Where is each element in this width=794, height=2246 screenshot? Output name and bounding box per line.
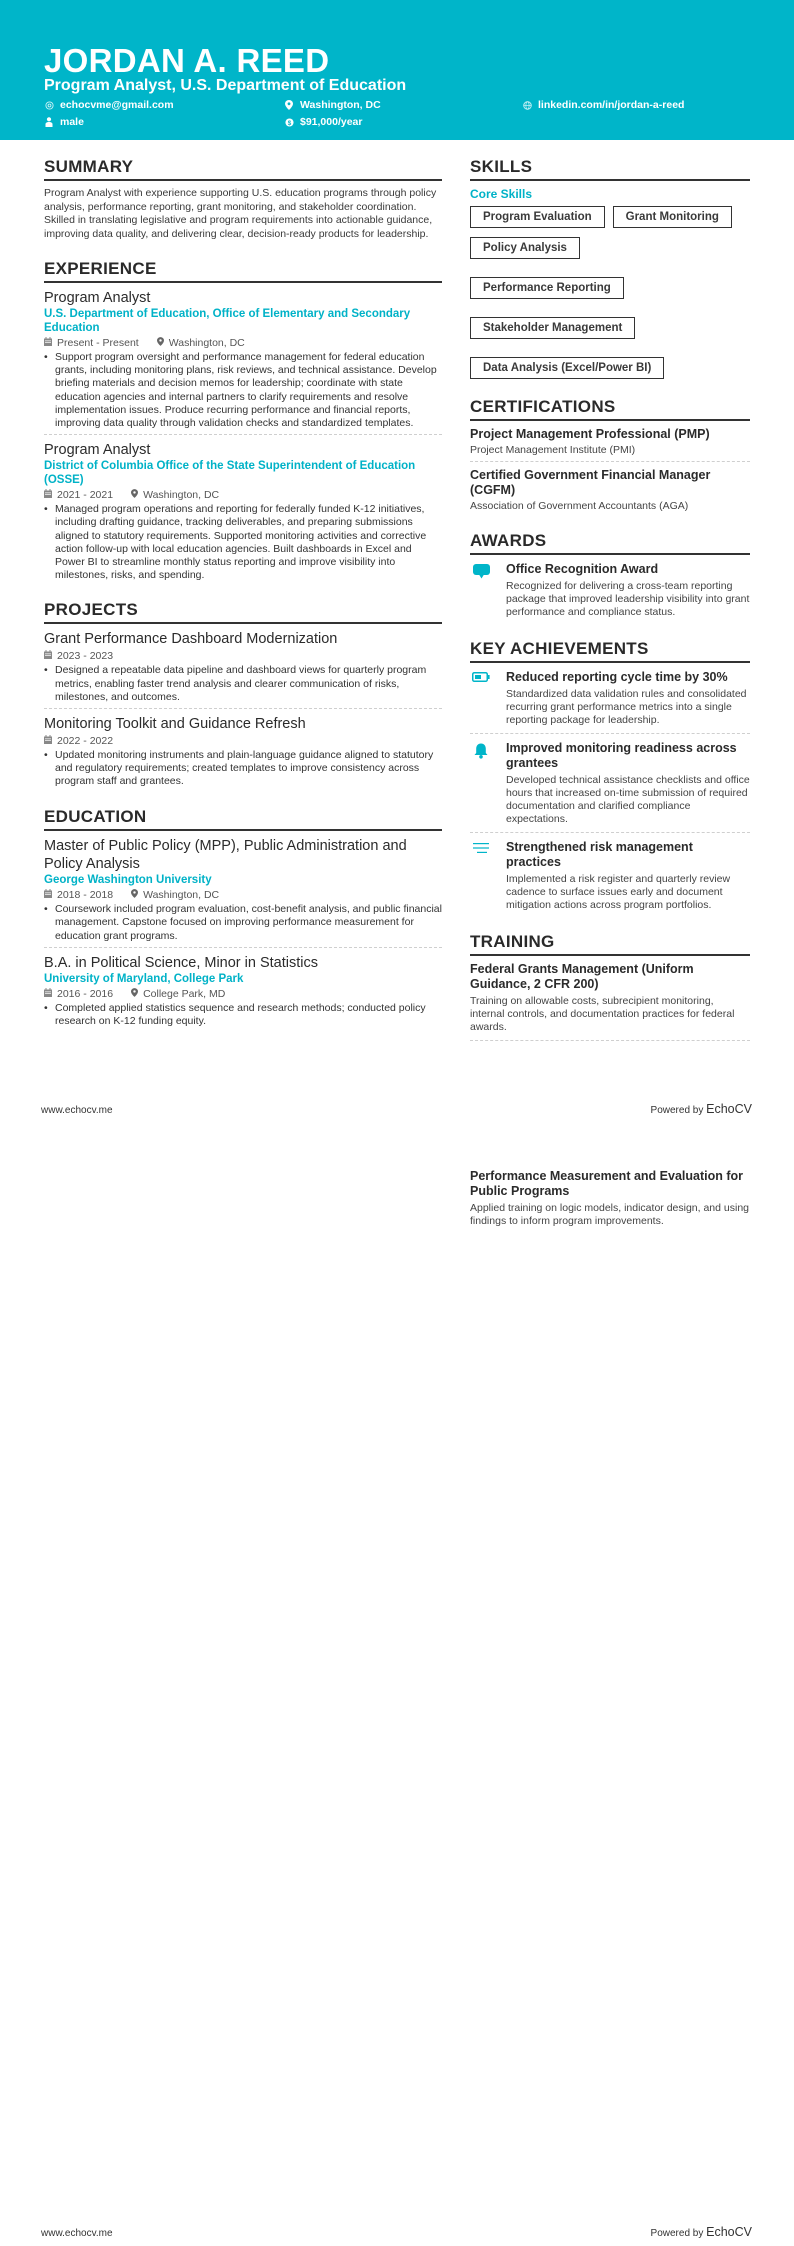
education-entry	[44, 948, 442, 1033]
entry-dates: Present - Present	[57, 337, 139, 349]
location-pin-icon	[284, 100, 294, 110]
section-title: EXPERIENCE	[44, 259, 442, 283]
entry-meta	[44, 889, 442, 902]
employer: District of Columbia Office of the State Superintendent of Education (OSSE)	[44, 460, 416, 486]
achievements-section	[470, 639, 750, 918]
candidate-title: Program Analyst, U.S. Department of Education	[44, 77, 407, 94]
school: George Washington University	[44, 873, 212, 886]
candidate-name: JORDAN A. REED	[44, 42, 330, 79]
school: University of Maryland, College Park	[44, 972, 244, 985]
entry-meta	[44, 489, 442, 502]
achievement-title: Strengthened risk management practices	[506, 840, 693, 869]
section-title: SUMMARY	[44, 157, 442, 181]
entry-dates: 2018 - 2018	[57, 889, 114, 902]
training-description: Training on allowable costs, subrecipient monitoring, internal controls, and documentation practices for federal awards.	[470, 995, 735, 1033]
employer: U.S. Department of Education, Office of Elementary and Secondary Education	[44, 308, 411, 334]
entry-location: Washington, DC	[143, 489, 220, 502]
section-title: KEY ACHIEVEMENTS	[470, 639, 750, 663]
globe-icon	[522, 100, 532, 110]
entry-dates: 2022 - 2022	[57, 735, 114, 748]
contact-linkedin[interactable]: linkedin.com/in/jordan-a-reed	[522, 99, 684, 111]
entry-location: Washington, DC	[168, 337, 245, 349]
section-title: EDUCATION	[44, 807, 442, 831]
entry-location: College Park, MD	[143, 988, 226, 1001]
calendar-icon	[44, 337, 52, 350]
job-title: Program Analyst	[44, 442, 151, 459]
contact-location: Washington, DC	[284, 99, 381, 111]
entry-meta	[44, 650, 442, 663]
right-column	[470, 157, 750, 1055]
achievement-description: Implemented a risk register and quarterly review cadence to surface issues early and document mitigation actions across program portfolios.	[506, 873, 731, 911]
achievement-title: Improved monitoring readiness across grantees	[506, 741, 737, 770]
contact-salary: $ $91,000/year	[284, 116, 362, 128]
certification-name: Project Management Professional (PMP)	[470, 427, 710, 441]
training-name: Performance Measurement and Evaluation for Public Programs	[470, 1169, 743, 1198]
achievement-description: Developed technical assistance checklists and office hours that increased on-time submission of required documentation and clarified compliance expectations.	[506, 774, 750, 825]
battery-icon	[470, 670, 492, 727]
awards-section	[470, 531, 750, 625]
entry-meta	[44, 988, 442, 1001]
footer-powered-by: Powered by EchoCV	[650, 2225, 752, 2239]
project-name: Grant Performance Dashboard Modernization	[44, 631, 338, 648]
award-title: Office Recognition Award	[506, 562, 659, 576]
at-icon	[44, 100, 54, 110]
training-section	[470, 932, 750, 1041]
project-entry	[44, 709, 442, 793]
entry-bullet: • Support program oversight and performance management for federal education grants, including monitoring plans, risk reviews, and technical assistance. Develop briefing materials and decision memos for leadership; coordinate with state education agencies and internal partners to clarify requirements and resolve implementation issues. Produce recurring performance and financial reports, improving data quality through validation checks and standardized templates.	[44, 351, 437, 430]
footer-site-link[interactable]: www.echocv.me	[41, 1105, 113, 1116]
entry-dates: 2023 - 2023	[57, 650, 114, 663]
certifications-section	[470, 397, 750, 517]
calendar-icon	[44, 889, 52, 902]
experience-section	[44, 259, 442, 586]
entry-meta	[44, 337, 442, 350]
training-name: Federal Grants Management (Uniform Guidance, 2 CFR 200)	[470, 962, 694, 991]
award-item	[470, 555, 750, 625]
page-footer	[0, 1102, 794, 1122]
achievement-item	[470, 833, 750, 918]
entry-bullet: • Managed program operations and reporting for federally funded K-12 initiatives, including drafting guidance, tracking deliverables, and preparing submissions aligned to statutory requirements. Supported monitoring activities and corrective action follow-up with local education agencies. Built dashboards in Excel and Power BI to streamline monthly status reporting and improve visibility into milestones, risks, and spending.	[44, 503, 427, 582]
location-pin-icon	[131, 489, 138, 502]
skill-tag: Policy Analysis	[470, 237, 580, 259]
contact-email[interactable]: echocvme@gmail.com	[44, 99, 174, 111]
entry-bullet: • Updated monitoring instruments and plain-language guidance aligned to statutory and regulatory requirements; created templates to improve consistency across program staff and grantees.	[44, 749, 434, 788]
education-entry	[44, 831, 442, 948]
summary-text: Program Analyst with experience supporting U.S. education programs through policy analysis, performance reporting, grant monitoring, and stakeholder coordination. Skilled in translating legislative and program requirements into actionable guidance, improving data quality, and delivering clear, decision-ready products for leadership.	[44, 187, 437, 240]
money-icon	[284, 117, 294, 127]
section-title: TRAINING	[470, 932, 750, 956]
skill-tag: Program Evaluation	[470, 206, 605, 228]
lines-icon	[470, 840, 492, 912]
achievement-item	[470, 734, 750, 833]
degree: Master of Public Policy (MPP), Public Administration and Policy Analysis	[44, 837, 407, 872]
training-item	[470, 1163, 750, 1234]
bell-icon	[470, 741, 492, 826]
footer-site-link[interactable]: www.echocv.me	[41, 2228, 113, 2239]
summary-section	[44, 157, 442, 241]
entry-bullet: • Completed applied statistics sequence and research methods; conducted policy research on K-12 funding equity.	[44, 1002, 426, 1028]
speech-bubble-icon	[470, 562, 492, 619]
calendar-icon	[44, 735, 52, 748]
calendar-icon	[44, 489, 52, 502]
project-name: Monitoring Toolkit and Guidance Refresh	[44, 716, 306, 733]
svg-text:$: $	[287, 119, 291, 127]
location-pin-icon	[131, 889, 138, 902]
entry-dates: 2021 - 2021	[57, 489, 114, 502]
section-title: AWARDS	[470, 531, 750, 555]
training-item	[470, 956, 750, 1041]
entry-location: Washington, DC	[143, 889, 220, 902]
left-column	[44, 157, 442, 1047]
degree: B.A. in Political Science, Minor in Statistics	[44, 954, 318, 971]
certification-item	[470, 462, 750, 517]
certification-issuer: Project Management Institute (PMI)	[470, 444, 636, 456]
achievement-title: Reduced reporting cycle time by 30%	[506, 670, 728, 684]
experience-entry	[44, 283, 442, 435]
calendar-icon	[44, 988, 52, 1001]
location-pin-icon	[157, 337, 164, 350]
certification-item	[470, 421, 750, 462]
section-title: SKILLS	[470, 157, 750, 181]
achievement-description: Standardized data validation rules and consolidated recurring grant performance metrics into a single reporting package for leadership.	[506, 688, 747, 726]
certification-name: Certified Government Financial Manager (CGFM)	[470, 468, 711, 497]
calendar-icon	[44, 650, 52, 663]
section-title: PROJECTS	[44, 600, 442, 624]
experience-entry	[44, 435, 442, 586]
contact-gender: male	[44, 116, 84, 128]
section-title: CERTIFICATIONS	[470, 397, 750, 421]
skill-tags	[470, 206, 750, 379]
entry-bullet: • Coursework included program evaluation, cost-benefit analysis, and public financial management. Capstone focused on improving performance measurement for education grant programs.	[44, 903, 442, 942]
certification-issuer: Association of Government Accountants (AGA)	[470, 500, 689, 512]
skills-section	[470, 157, 750, 379]
skill-tag: Stakeholder Management	[470, 317, 635, 339]
skill-tag: Performance Reporting	[470, 277, 624, 299]
footer-brand[interactable]: EchoCV	[706, 2225, 752, 2239]
entry-meta	[44, 735, 442, 748]
footer-powered-by: Powered by EchoCV	[650, 1102, 752, 1116]
project-entry	[44, 624, 442, 709]
achievement-item	[470, 663, 750, 734]
skill-tag: Data Analysis (Excel/Power BI)	[470, 357, 664, 379]
page-footer	[0, 2225, 794, 2245]
projects-section	[44, 600, 442, 792]
job-title: Program Analyst	[44, 290, 151, 306]
training-continued	[470, 1163, 750, 1234]
skill-group-title: Core Skills	[470, 187, 533, 201]
footer-brand[interactable]: EchoCV	[706, 1102, 752, 1116]
skill-tag: Grant Monitoring	[613, 206, 732, 228]
entry-bullet: • Designed a repeatable data pipeline and dashboard views for quarterly program metrics, enabling faster trend analysis and clearer communication of risks, milestones, and outcomes.	[44, 664, 427, 703]
person-icon	[44, 117, 54, 127]
education-section	[44, 807, 442, 1033]
resume-header	[0, 0, 794, 140]
location-pin-icon	[131, 988, 138, 1001]
entry-dates: 2016 - 2016	[57, 988, 114, 1001]
award-description: Recognized for delivering a cross-team reporting package that improved leadership visibility into grant performance and compliance status.	[506, 580, 750, 618]
training-description: Applied training on logic models, indicator design, and using findings to inform program improvements.	[470, 1202, 750, 1227]
